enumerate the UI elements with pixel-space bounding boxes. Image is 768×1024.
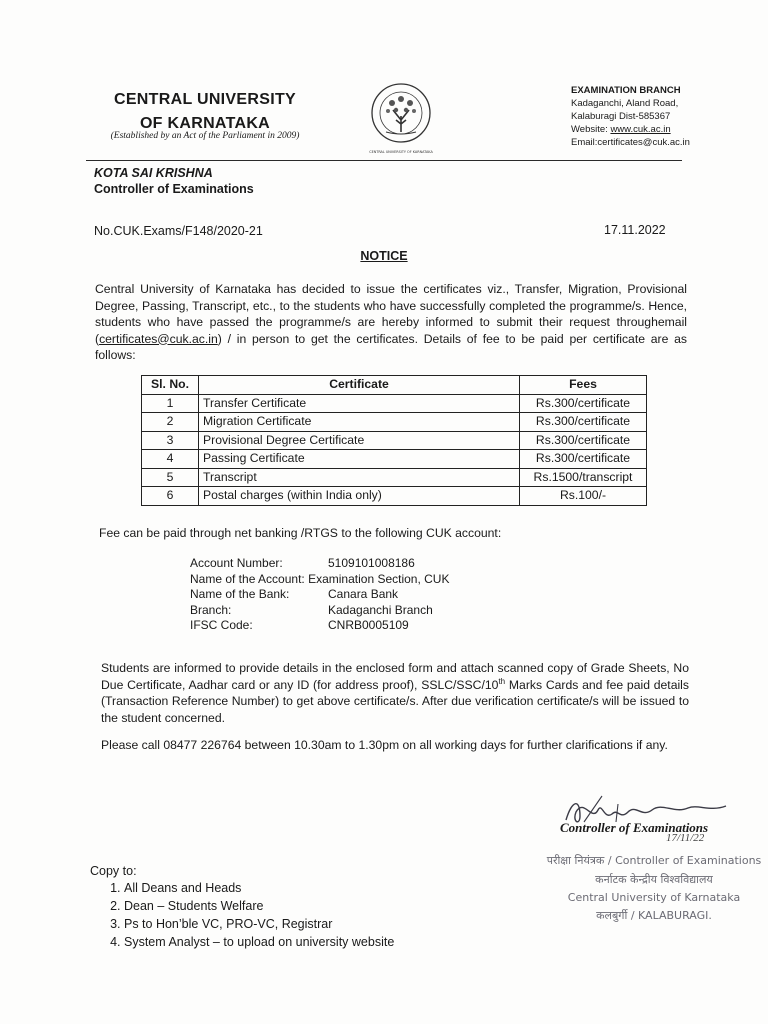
official-stamp-line2: कर्नाटक केन्द्रीय विश्वविद्यालय (595, 873, 713, 886)
intro-text-part2: ) / in person to get the certificates. Details of fee to be paid per certificate are as follows: (95, 331, 687, 362)
notice-date: 17.11.2022 (604, 223, 666, 237)
cell-sl-no: 6 (142, 487, 199, 506)
branch-value: Kadaganchi Branch (328, 602, 433, 617)
official-stamp-line1: परीक्षा नियंत्रक / Controller of Examinations (546, 854, 762, 867)
cell-certificate: Transfer Certificate (199, 394, 520, 413)
payment-intro: Fee can be paid through net banking /RTGS to the following CUK account: (99, 526, 502, 540)
table-row (142, 413, 647, 432)
header-divider (86, 160, 682, 161)
bank-name-row (190, 587, 449, 603)
signature-date-initials: 17/11/22 (666, 832, 705, 844)
branch-website (571, 123, 690, 136)
official-stamp-line4: कलबुर्गी / KALABURAGI. (596, 909, 712, 922)
account-name-value: Examination Section, CUK (308, 571, 450, 586)
branch-title: EXAMINATION BRANCH (571, 85, 681, 96)
university-name-line2: OF KARNATAKA (139, 115, 271, 132)
cell-certificate: Transcript (199, 468, 520, 487)
copy-to-label: Copy to: (90, 864, 137, 878)
account-name-row (190, 572, 449, 588)
branch-label: Branch: (190, 602, 232, 617)
cell-fee: Rs.100/- (520, 487, 647, 506)
copy-to-list (96, 879, 394, 951)
intro-email-link[interactable]: certificates@cuk.ac.in (99, 331, 218, 346)
cell-fee: Rs.300/certificate (520, 450, 647, 469)
header-fees: Fees (520, 376, 647, 395)
table-row (142, 487, 647, 506)
cell-certificate: Provisional Degree Certificate (199, 431, 520, 450)
logo-caption: CENTRAL UNIVERSITY OF KARNATAKA (369, 150, 433, 154)
reference-number: No.CUK.Exams/F148/2020-21 (94, 224, 263, 238)
cell-fee: Rs.300/certificate (520, 394, 647, 413)
cell-certificate: Migration Certificate (199, 413, 520, 432)
list-item: 1. All Deans and Heads (124, 879, 394, 897)
branch-address-line1: Kadaganchi, Aland Road, (571, 98, 679, 109)
signature-label: Controller of Examinations (560, 820, 709, 835)
instructions-part2: Marks Cards and fee paid details (Transaction Reference Number) to get above certificate/s. After due verification certificate/s will be issued to the student concerned. (101, 677, 689, 725)
university-logo (356, 80, 446, 158)
account-name-label: Name of the Account: (190, 571, 309, 586)
table-row (142, 431, 647, 450)
ifsc-row (190, 618, 449, 634)
website-label: Website: (571, 124, 611, 135)
cell-certificate: Passing Certificate (199, 450, 520, 469)
notice-intro-paragraph (95, 281, 687, 364)
fee-table-header-row (142, 376, 647, 395)
cell-certificate: Postal charges (within India only) (199, 487, 520, 506)
official-stamp-line3: Central University of Karnataka (567, 891, 741, 904)
account-number-row (190, 556, 449, 572)
header-certificate: Certificate (199, 376, 520, 395)
cell-fee: Rs.300/certificate (520, 431, 647, 450)
website-link[interactable]: www.cuk.ac.in (610, 124, 671, 135)
header-sl-no: Sl. No. (142, 376, 199, 395)
controller-name: KOTA SAI KRISHNA (94, 166, 213, 180)
list-item: 4. System Analyst – to upload on university website (124, 933, 394, 951)
ifsc-label: IFSC Code: (190, 618, 253, 633)
controller-title: Controller of Examinations (94, 182, 254, 196)
ifsc-value: CNRB0005109 (328, 618, 409, 633)
branch-row (190, 603, 449, 619)
bank-name-value: Canara Bank (328, 587, 399, 602)
table-row (142, 394, 647, 413)
established-note: (Established by an Act of the Parliament in 2009) (110, 131, 300, 141)
fee-table (141, 375, 647, 506)
university-name (80, 88, 330, 136)
cell-sl-no: 5 (142, 468, 199, 487)
intro-text-part1: Central University of Karnataka has decided to issue the certificates viz., Transfer, Migration, Provisional Degree, Passing, Transcript, etc., to the students who have successfully completed the programme/s. Hence, students who have passed the programme/s are hereby informed to submit their request throughemail ( (95, 282, 687, 346)
cell-sl-no: 2 (142, 413, 199, 432)
cell-sl-no: 1 (142, 394, 199, 413)
notice-heading: NOTICE (360, 249, 408, 263)
branch-email: Email:certificates@cuk.ac.in (571, 137, 690, 148)
account-number-value: 5109101008186 (328, 556, 415, 570)
bank-name-label: Name of the Bank: (190, 587, 290, 602)
cell-fee: Rs.300/certificate (520, 413, 647, 432)
instructions-part1: Students are informed to provide details in the enclosed form and attach scanned copy of Grade Sheets, No Due Certificate, Aadhar card or any ID (for address proof), SSLC/SSC/10 (101, 661, 689, 692)
cell-sl-no: 3 (142, 431, 199, 450)
contact-paragraph: Please call 08477 226764 between 10.30am to 1.30pm on all working days for further clarifications if any. (101, 738, 668, 752)
branch-address-line2: Kalaburagi Dist-585367 (571, 111, 671, 122)
instructions-paragraph (101, 660, 689, 726)
cell-sl-no: 4 (142, 450, 199, 469)
examination-branch-address (571, 84, 690, 149)
list-item: 3. Ps to Hon’ble VC, PRO-VC, Registrar (124, 915, 394, 933)
cell-fee: Rs.1500/transcript (520, 468, 647, 487)
table-row (142, 468, 647, 487)
list-item: 2. Dean – Students Welfare (124, 897, 394, 915)
instructions-superscript: th (498, 676, 506, 686)
bank-account-details (190, 556, 449, 634)
table-row (142, 450, 647, 469)
university-name-line1: CENTRAL UNIVERSITY (113, 91, 296, 108)
account-number-label: Account Number: (190, 556, 283, 570)
